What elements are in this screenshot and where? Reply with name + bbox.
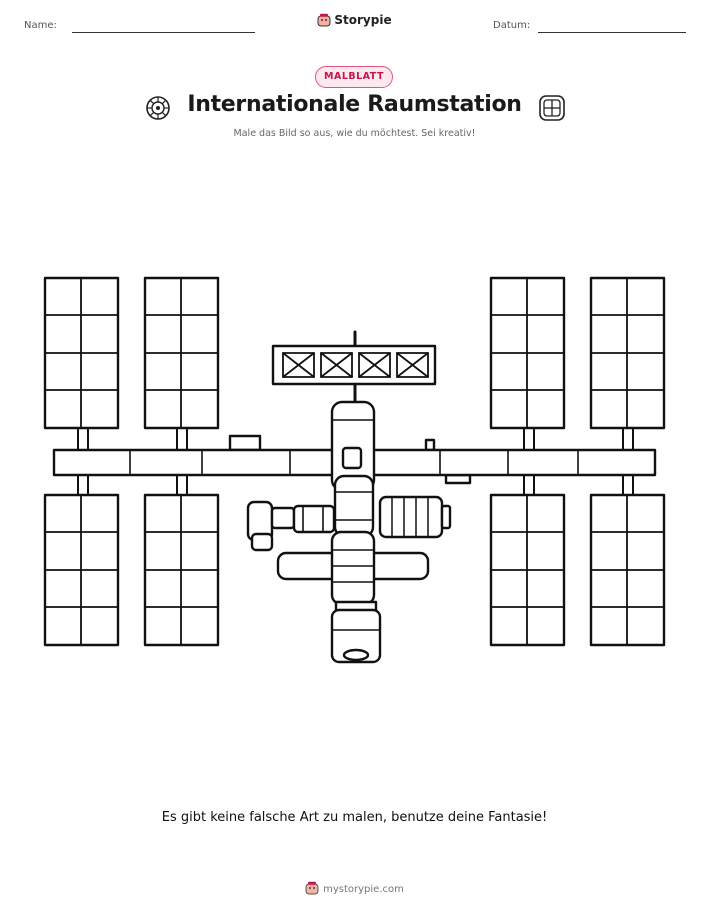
brand xyxy=(0,13,709,27)
date-label: Datum: xyxy=(493,20,531,31)
space-station-drawing xyxy=(40,270,670,670)
date-line xyxy=(538,32,686,33)
storypie-logo-icon xyxy=(317,13,331,27)
storypie-footer-logo-icon xyxy=(305,881,319,895)
name-label: Name: xyxy=(24,20,57,31)
porthole-window-icon xyxy=(537,93,567,123)
name-line xyxy=(72,32,255,33)
encouragement-message: Es gibt keine falsche Art zu malen, benutze deine Fantasie! xyxy=(161,810,548,825)
website-url[interactable]: mystorypie.com xyxy=(323,884,404,895)
website-footer xyxy=(0,881,709,895)
brand-name: Storypie xyxy=(334,13,392,27)
page-subtitle: Male das Bild so aus, wie du möchtest. Sei kreativ! xyxy=(233,128,476,139)
worksheet-badge: MALBLATT xyxy=(315,66,393,88)
page-title: Internationale Raumstation xyxy=(187,92,522,117)
